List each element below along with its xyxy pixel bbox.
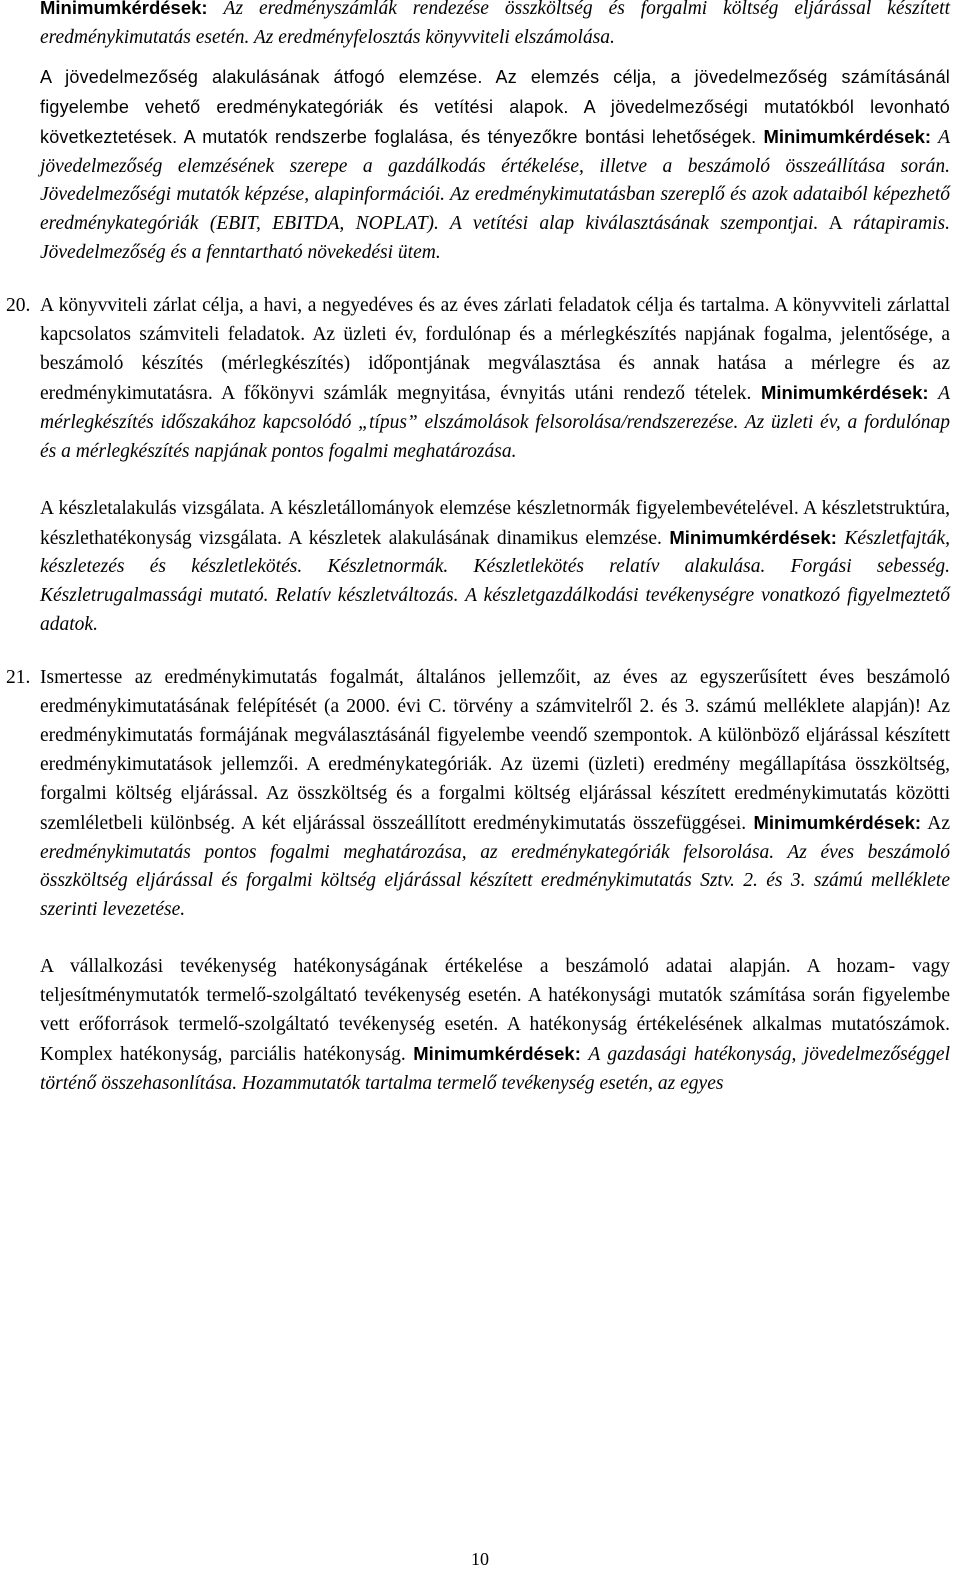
item-21-body: [40, 664, 950, 925]
min-questions-label: Minimumkérdések:: [40, 0, 208, 18]
min-questions-plain: A: [818, 213, 853, 235]
item-20-text: A könyvviteli zárlat célja, a havi, a negyedéves és az éves zárlati feladatok célja és tartalma. A könyvviteli zárlattal kapcsolatos számviteli feladatok. Az üzleti év, fordulónap és a mérlegkészítés napjának fogalma, jelentősége, a beszámoló készítés (mérlegkészítés) időpontjának megválasztása és annak hatása a mérlegre és az eredménykimutatásra. A főkönyvi számlák megnyitása, évnyitás utáni rendező tételek.: [40, 295, 950, 404]
min-questions-text: A gazdasági hatékonyság, jövedelmezőséggel történő összehasonlítása. Hozammutatók tartalma termelő tevékenység esetén, az egyes: [40, 1044, 950, 1094]
min-questions-label: Minimumkérdések:: [763, 125, 932, 147]
min-questions-label: Minimumkérdések:: [753, 811, 922, 833]
min-questions-text: eredménykimutatás pontos fogalmi meghatározása, az eredménykategóriák felsorolása. Az éves beszámoló összköltség eljárással és forgalmi költség eljárással készített eredménykimutatás Sztv. 2. és 3. számú melléklete szerinti levezetése.: [40, 841, 950, 921]
document-page: [6, 0, 951, 1099]
paragraph-efficiency: [40, 953, 950, 1099]
page-number: 10: [471, 1549, 489, 1569]
list-item-20: [6, 292, 950, 466]
min-questions-text: Az eredményszámlák rendezése összköltség és forgalmi költség eljárással készített eredménykimutatás esetén. Az eredményfelosztás könyvviteli elszámolása.: [40, 0, 950, 48]
item-21-text: Ismertesse az eredménykimutatás fogalmát, általános jellemzőit, az éves az egyszerűsített éves beszámoló eredménykimutatásának felépítését (a 2000. évi C. törvény a számvitelről 2. és 3. számú melléklete alapján)! Az eredménykimutatás formájának megválasztásánál figyelembe veendő szempontok. A különböző eljárással készített eredménykimutatások jellemzői. A eredménykategóriák. Az üzemi (üzleti) eredmény megállapítása összköltség, forgalmi költség eljárással. Az összköltség és a forgalmi költség eljárással készített eredménykimutatás közötti szemléletbeli különbség. A két eljárással összeállított eredménykimutatás összefüggései.: [40, 667, 950, 834]
paragraph-inventory: [40, 495, 950, 641]
item-20-body: [40, 292, 950, 466]
list-item-21: [6, 664, 950, 925]
min-questions-text: rátapiramis. Jövedelmezőség és a fenntartható növekedési ütem.: [40, 213, 950, 264]
efficiency-text: A vállalkozási tevékenység hatékonyságának értékelése a beszámoló adatai alapján. A hozam- vagy teljesítménymutatók termelő-szolgáltató tevékenység esetén. A hatékonysági mutatók számítása során figyelembe vett erőforrások termelő-szolgáltató tevékenység esetén. A hatékonyság értékelésének alkalmas mutatószámok. Komplex hatékonyság, parciális hatékonyság.: [40, 956, 950, 1065]
min-questions-text: A jövedelmezőség elemzésének szerepe a gazdálkodás értékelése, illetve a beszámoló összeállítása során. Jövedelmezőségi mutatók képzése, alapinformációi. Az eredménykimutatásban szereplő és azok adataiból képezhető eredménykategóriák (EBIT, EBITDA, NOPLAT). A vetítési alap kiválasztásának szempontjai.: [40, 126, 950, 235]
min-questions-label: Minimumkérdések:: [760, 381, 929, 403]
min-questions-text: Készletfajták, készletezés és készletlekötés. Készletnormák. Készletlekötés relatív alakulása. Forgási sebesség. Készletrugalmassági mutató. Relatív készletváltozás. A készletgazdálkodási tevékenységre vonatkozó figyelmeztető adatok.: [40, 527, 951, 636]
min-questions-plain: Az: [921, 812, 950, 834]
item-number: 21.: [6, 667, 31, 689]
item-number: 20.: [6, 295, 31, 317]
min-questions-label: Minimumkérdések:: [669, 526, 837, 548]
min-questions-label: Minimumkérdések:: [413, 1043, 581, 1064]
paragraph-top: [40, 0, 950, 53]
inventory-text: A készletalakulás vizsgálata. A készletállományok elemzése készletnormák figyelembevételével. A készletstruktúra, készlethatékonyság vizsgálata. A készletek alakulásának dinamikus elemzése.: [40, 497, 950, 549]
paragraph-profitability: [40, 63, 950, 268]
profitability-text: A jövedelmezőség alakulásának átfogó elemzése. Az elemzés célja, a jövedelmezőség számításánál figyelembe vehető eredménykategóriák és vetítési alapok. A jövedelmezőségi mutatókból levonható következtetések. A mutatók rendszerbe foglalása, és tényezőkre bontási lehetőségek.: [40, 66, 950, 147]
min-questions-text: A mérlegkészítés időszakához kapcsolódó „típus” elszámolások felsorolása/rendszerezése. Az üzleti év, a fordulónap és a mérlegkészítés napjának pontos fogalmi meghatározása.: [40, 382, 950, 462]
